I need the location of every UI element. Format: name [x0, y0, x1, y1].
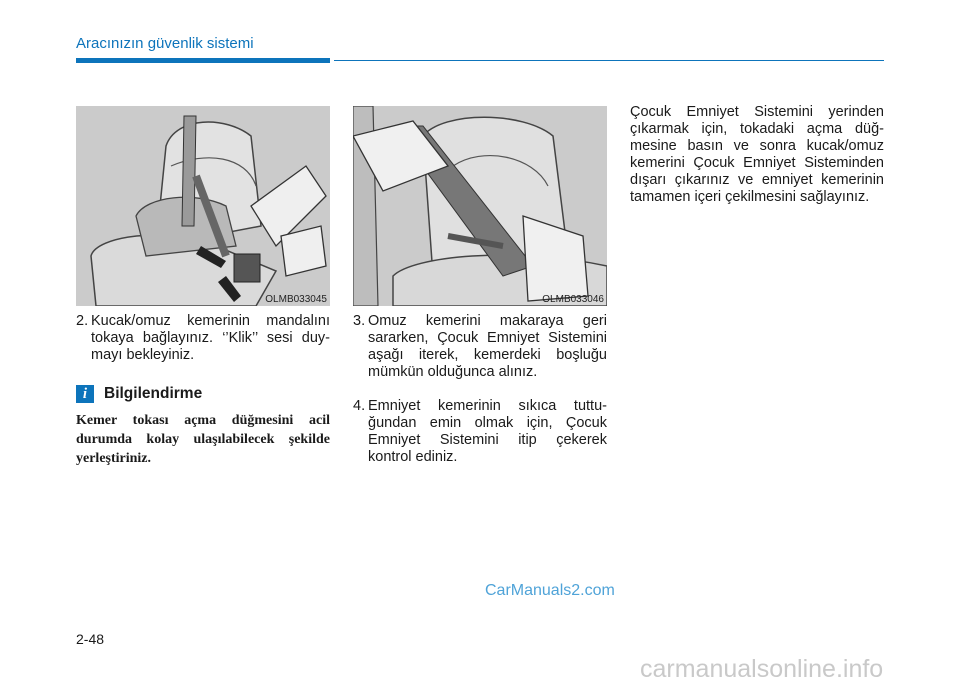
figure-code: OLMB033046: [542, 294, 604, 305]
header-rule-thin: [334, 60, 884, 61]
removal-instructions: Çocuk Emniyet Sistemini yerinden çıkarmak için, tokadaki açma düğmesine basın ve sonra kucak/omuz kemerini Çocuk Emniyet Sisteminden dışarı çıkarınız ve emniyet kemerinin tamamen içeri çekilmesini sağlayınız.: [630, 104, 884, 205]
step-2: [76, 313, 330, 364]
step-text: Omuz kemerini makaraya geri sararken, Çocuk Emniyet Sistemini aşağı iterek, kemerdeki boşluğu mümkün olduğunca alınız.: [368, 313, 607, 380]
page-number: 2-48: [76, 631, 105, 647]
tighten-belt-illustration: [353, 106, 607, 306]
step-number: 3.: [353, 313, 366, 329]
step-text: Kucak/omuz kemerinin mandalını tokaya bağlayınız. ‘’Klik’’ sesi duymayı bekleyiniz.: [91, 313, 330, 363]
figure-buckle-seat-belt: [76, 106, 330, 306]
info-icon: i: [76, 385, 94, 403]
info-text: Kemer tokası açma düğmesini acil durumda kolay ulaşılabilecek şekilde yerleştiriniz.: [76, 413, 330, 466]
figure-code: OLMB033045: [265, 294, 327, 305]
header-rule-thick: [76, 58, 330, 63]
figure-tighten-seat-belt: [353, 106, 607, 306]
watermark-footer: carmanualsonline.info: [640, 655, 884, 683]
step-3: [353, 313, 607, 381]
watermark-link[interactable]: CarManuals2.com: [485, 582, 615, 599]
step-number: 4.: [353, 398, 366, 414]
child-seat-buckle-illustration: [76, 106, 330, 306]
step-number: 2.: [76, 313, 89, 329]
step-text: Emniyet kemerinin sıkıca tuttuğundan emin olmak için, Çocuk Emniyet Sistemini itip çekerek kontrol ediniz.: [368, 398, 607, 465]
info-title: Bilgilendirme: [104, 385, 203, 402]
page-header-title: Aracınızın güvenlik sistemi: [76, 35, 254, 52]
step-4: [353, 398, 607, 466]
